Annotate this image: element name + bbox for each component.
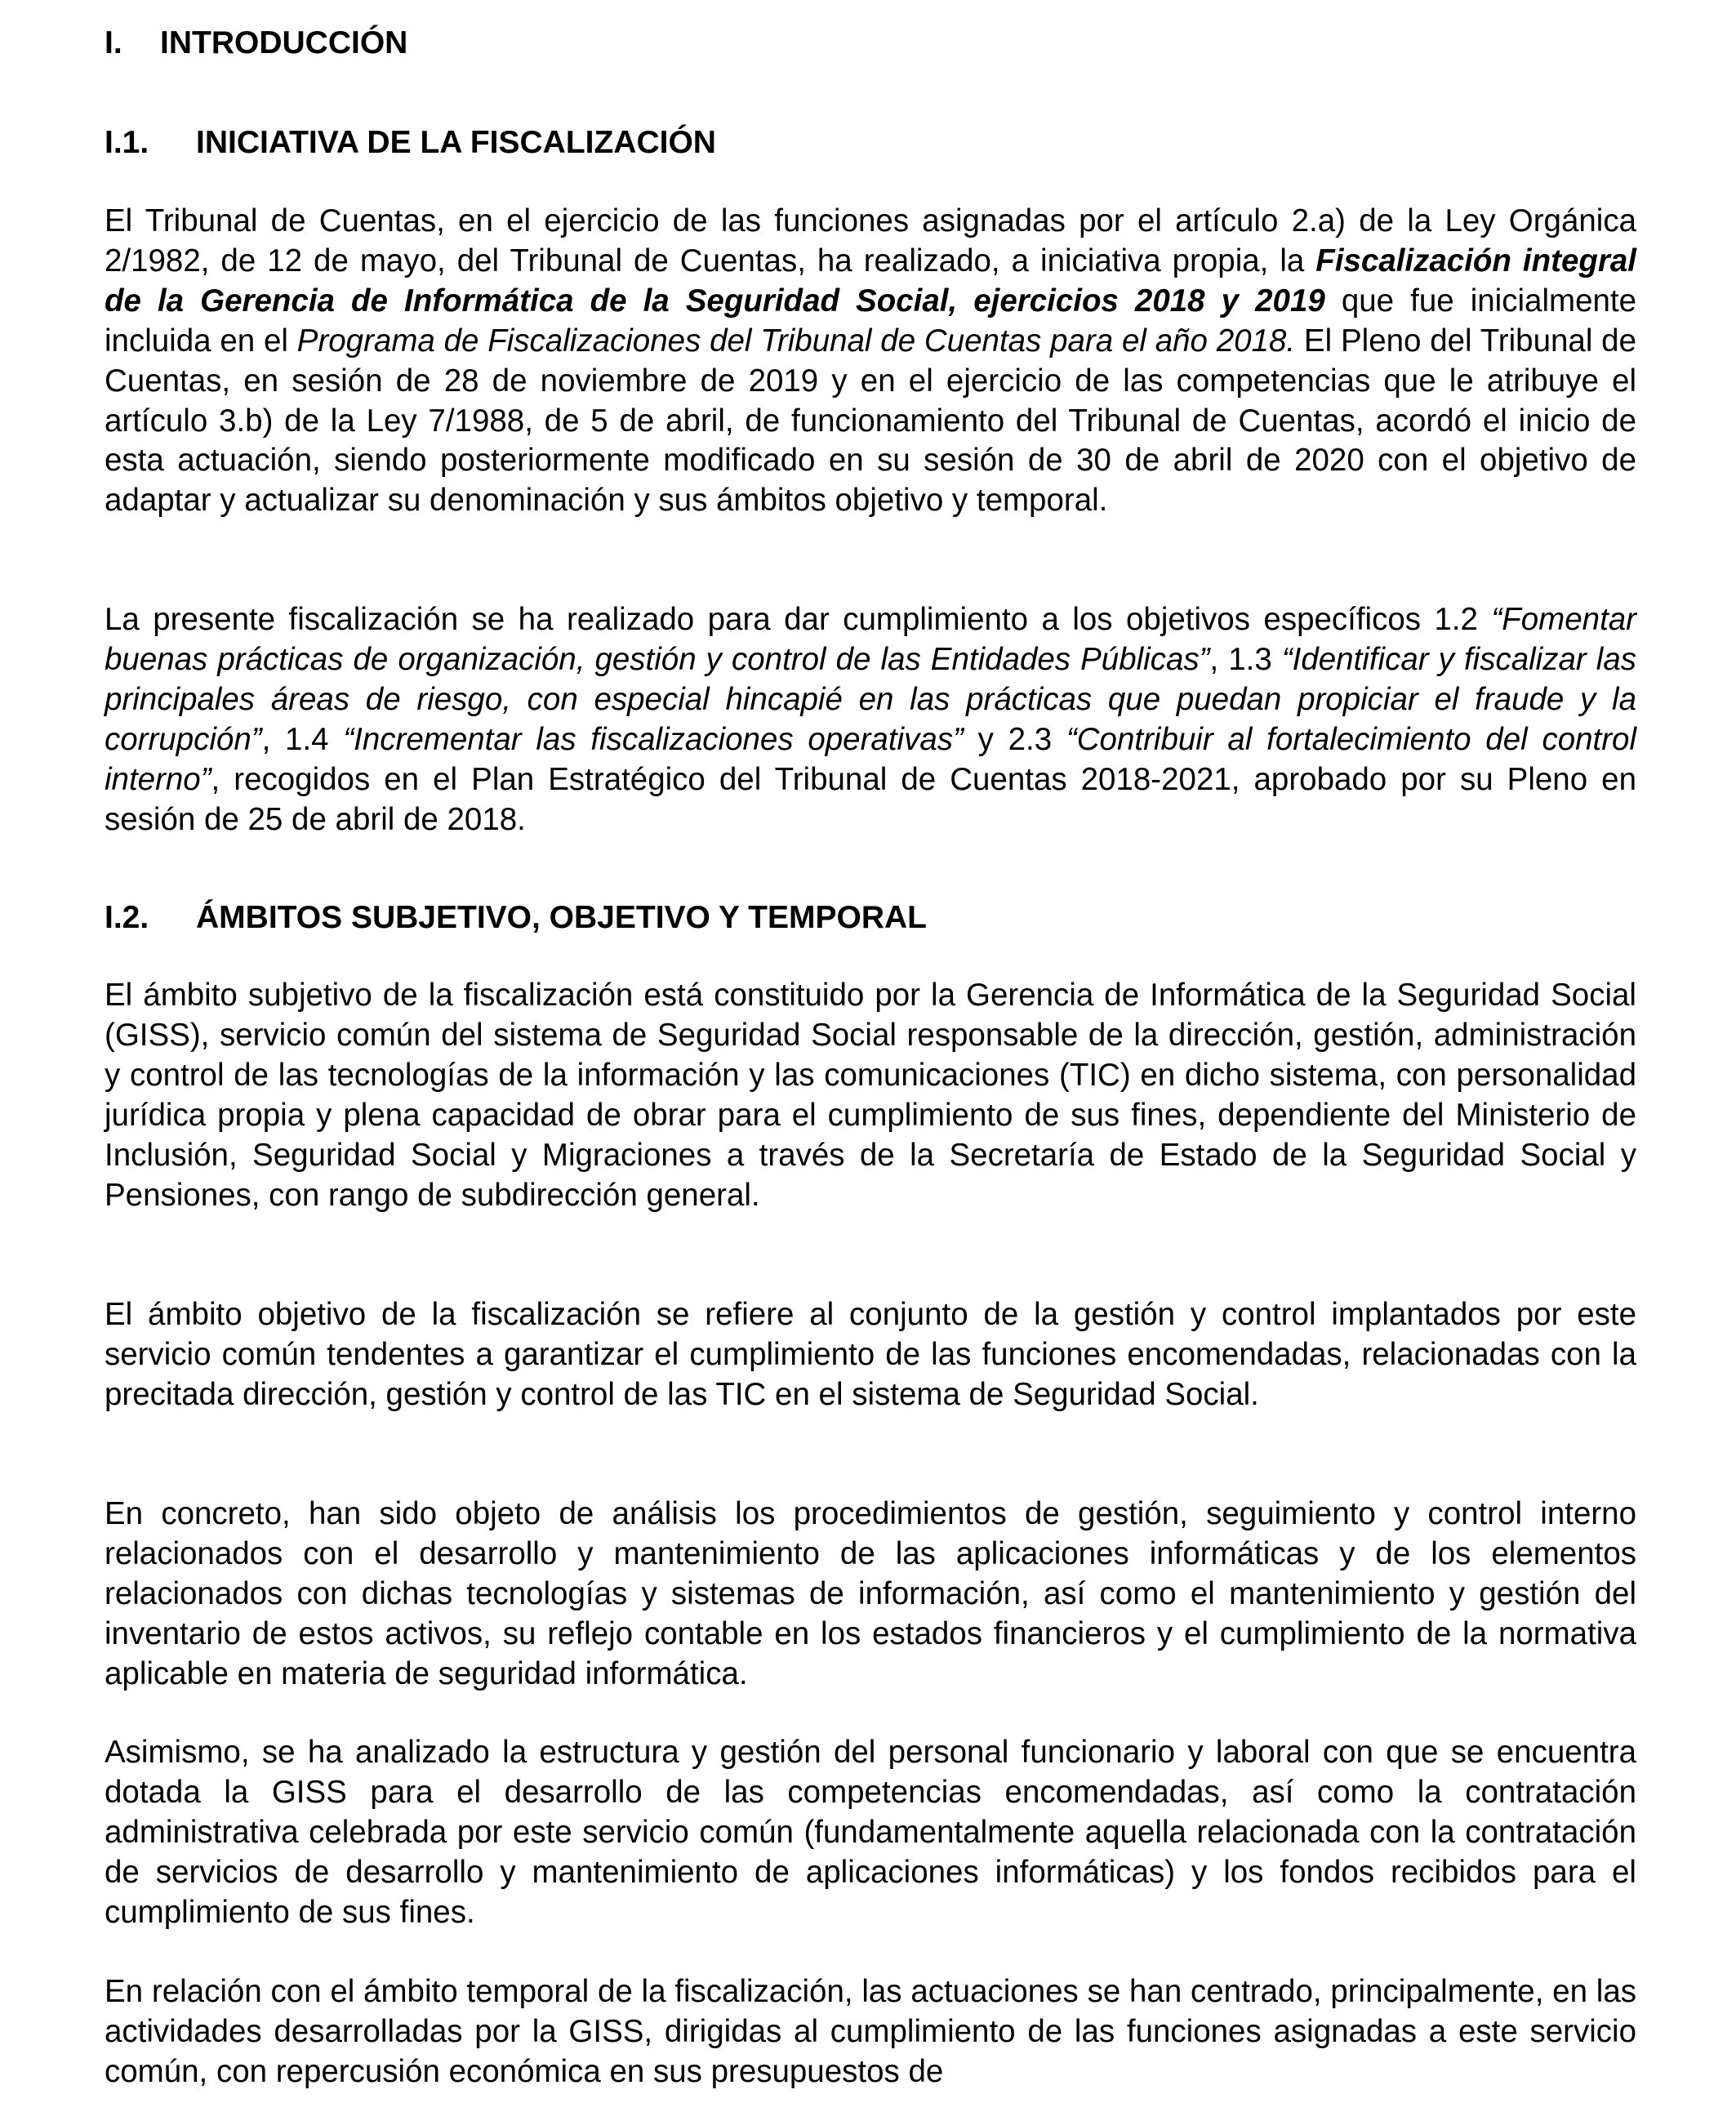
paragraph-initiative: [105, 202, 1636, 521]
program-title-emphasis: Programa de Fiscalizaciones del Tribunal de Cuentas para el año 2018.: [296, 323, 1296, 359]
section-number-2: I.2.: [105, 900, 149, 935]
paragraph-analysis-detail: En concreto, han sido objeto de análisis los procedimientos de gestión, seguimiento y control interno relacionados con el desarrollo y mantenimiento de las aplicaciones informáticas y de los elementos relacionados con dichas tecnologías y sistemas de información, así como el mantenimiento y gestión del inventario de estos activos, su reflejo contable en los estados financieros y el cumplimiento de la normativa aplicable en materia de seguridad informática.: [105, 1496, 1636, 1691]
paragraph-objectives: [105, 600, 1636, 840]
text-run: El Tribunal de Cuentas, en el ejercicio de las funciones asignadas por el artículo 2.a) de la Ley Orgánica 2/1982, de 12 de mayo, del Tribunal de Cuentas, ha realizado, a iniciativa propia, la: [105, 203, 1636, 278]
paragraph-objective-scope: El ámbito objetivo de la fiscalización se refiere al conjunto de la gestión y control implantados por este servicio común tendentes a garantizar el cumplimiento de las funciones encomendadas, relacionadas con la precitada dirección, gestión y control de las TIC en el sistema de Seguridad Social.: [105, 1297, 1636, 1412]
section-heading-1: [105, 121, 716, 165]
text-run: y 2.3: [963, 721, 1066, 757]
objective-quote: “Contribuir al fortalecimiento del control interno”: [105, 721, 1636, 797]
chapter-heading: [105, 21, 407, 65]
text-run: , recogidos en el Plan Estratégico del Tribunal de Cuentas 2018-2021, aprobado por su Pleno en sesión de 25 de abril de 2018.: [105, 761, 1636, 837]
section-heading-2: [105, 896, 927, 940]
text-run: El Pleno del Tribunal de Cuentas, en sesión de 28 de noviembre de 2019 y en el ejercicio de las competencias que le atribuye el artículo 3.b) de la Ley 7/1988, de 5 de abril, de funcionamiento del Tribunal de Cuentas, acordó el inicio de esta actuación, siendo posteriormente modificado en su sesión de 30 de abril de 2020 con el objetivo de adaptar y actualizar su denominación y sus ámbitos objetivo y temporal.: [105, 323, 1637, 519]
chapter-number: I.: [105, 25, 122, 60]
text-run: , 1.3: [1209, 641, 1282, 677]
text-run: , 1.4: [261, 721, 344, 757]
objective-quote: “Incrementar las fiscalizaciones operativas”: [343, 721, 964, 757]
objective-quote: “Identificar y fiscalizar las principales áreas de riesgo, con especial hincapié en las prácticas que puedan propiciar el fraude y la corrupción”: [105, 641, 1636, 757]
text-run: La presente fiscalización se ha realizado para dar cumplimiento a los objetivos específicos 1.2: [105, 602, 1492, 637]
text-run: que fue inicialmente incluida en el: [105, 283, 1636, 359]
paragraph-temporal-scope: En relación con el ámbito temporal de la fiscalización, las actuaciones se han centrado, principalmente, en las actividades desarrolladas por la GISS, dirigidas al cumplimiento de las funciones asignadas a este servicio común, con repercusión económica en sus presupuestos de: [105, 1974, 1636, 2089]
audit-title-emphasis: Fiscalización integral de la Gerencia de Informática de la Seguridad Social, ejercicios 2018 y 2019: [105, 243, 1636, 319]
chapter-title: INTRODUCCIÓN: [160, 25, 408, 60]
section-title-1: INICIATIVA DE LA FISCALIZACIÓN: [196, 125, 716, 160]
section-number-1: I.1.: [105, 125, 149, 160]
paragraph-personnel-contracting: Asimismo, se ha analizado la estructura y gestión del personal funcionario y laboral con que se encuentra dotada la GISS para el desarrollo de las competencias encomendadas, así como la contratación administrativa celebrada por este servicio común (fundamentalmente aquella relacionada con la contratación de servicios de desarrollo y mantenimiento de aplicaciones informáticas) y los fondos recibidos para el cumplimiento de sus fines.: [105, 1735, 1636, 1930]
section-title-2: ÁMBITOS SUBJETIVO, OBJETIVO Y TEMPORAL: [196, 900, 927, 935]
objective-quote: “Fomentar buenas prácticas de organización, gestión y control de las Entidades Públicas”: [105, 602, 1636, 677]
paragraph-subjective-scope: El ámbito subjetivo de la fiscalización está constituido por la Gerencia de Informática de la Seguridad Social (GISS), servicio común del sistema de Seguridad Social responsable de la dirección, gestión, administración y control de las tecnologías de la información y las comunicaciones (TIC) en dicho sistema, con personalidad jurídica propia y plena capacidad de obrar para el cumplimiento de sus fines, dependiente del Ministerio de Inclusión, Seguridad Social y Migraciones a través de la Secretaría de Estado de la Seguridad Social y Pensiones, con rango de subdirección general.: [105, 978, 1636, 1213]
